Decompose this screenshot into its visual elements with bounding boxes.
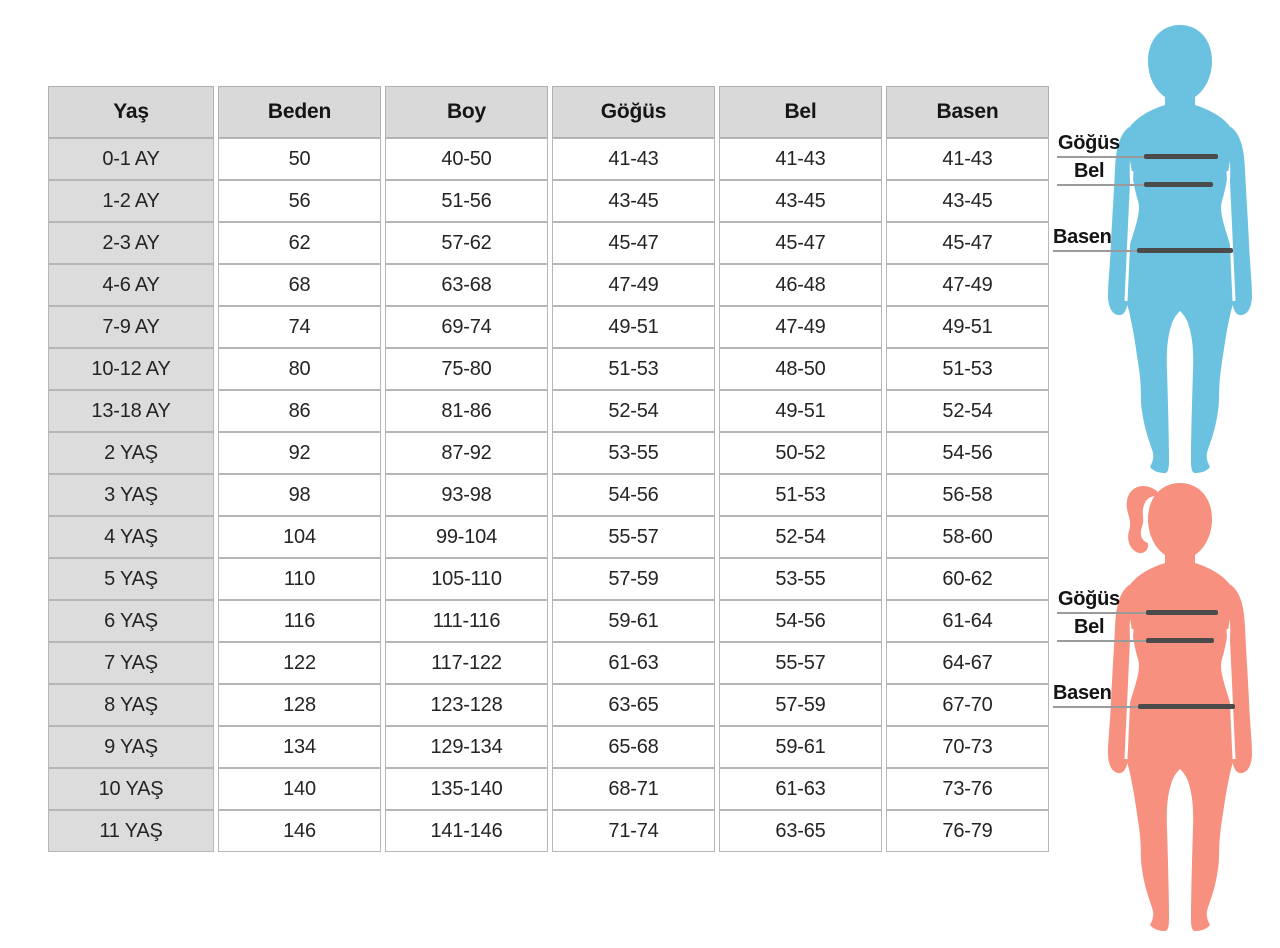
value-cell: 59-61	[719, 726, 882, 768]
table-row	[48, 390, 1049, 432]
value-cell: 146	[218, 810, 381, 852]
value-cell: 56-58	[886, 474, 1049, 516]
value-cell: 43-45	[552, 180, 715, 222]
value-cell: 54-56	[886, 432, 1049, 474]
value-cell: 105-110	[385, 558, 548, 600]
value-cell: 40-50	[385, 138, 548, 180]
column-header: Yaş	[48, 86, 214, 138]
row-label-cell: 6 YAŞ	[48, 600, 214, 642]
value-cell: 51-53	[552, 348, 715, 390]
row-label-cell: 2 YAŞ	[48, 432, 214, 474]
header-row	[48, 86, 1049, 138]
row-label-cell: 0-1 AY	[48, 138, 214, 180]
chest-bar-top	[1144, 154, 1218, 159]
column-header: Boy	[385, 86, 548, 138]
row-label-cell: 10 YAŞ	[48, 768, 214, 810]
value-cell: 74	[218, 306, 381, 348]
value-cell: 61-64	[886, 600, 1049, 642]
value-cell: 123-128	[385, 684, 548, 726]
value-cell: 86	[218, 390, 381, 432]
value-cell: 52-54	[886, 390, 1049, 432]
value-cell: 70-73	[886, 726, 1049, 768]
table-row	[48, 642, 1049, 684]
value-cell: 68	[218, 264, 381, 306]
value-cell: 122	[218, 642, 381, 684]
value-cell: 63-65	[719, 810, 882, 852]
row-label-cell: 2-3 AY	[48, 222, 214, 264]
waist-label-bottom: Bel	[1074, 616, 1105, 638]
table-row	[48, 138, 1049, 180]
table-row	[48, 474, 1049, 516]
value-cell: 50	[218, 138, 381, 180]
table-row	[48, 432, 1049, 474]
column-header: Beden	[218, 86, 381, 138]
value-cell: 47-49	[552, 264, 715, 306]
value-cell: 60-62	[886, 558, 1049, 600]
value-cell: 140	[218, 768, 381, 810]
value-cell: 57-62	[385, 222, 548, 264]
value-cell: 63-65	[552, 684, 715, 726]
row-label-cell: 7 YAŞ	[48, 642, 214, 684]
value-cell: 53-55	[719, 558, 882, 600]
row-label-cell: 7-9 AY	[48, 306, 214, 348]
table-row	[48, 558, 1049, 600]
value-cell: 57-59	[719, 684, 882, 726]
value-cell: 128	[218, 684, 381, 726]
value-cell: 71-74	[552, 810, 715, 852]
value-cell: 54-56	[552, 474, 715, 516]
value-cell: 41-43	[719, 138, 882, 180]
row-label-cell: 4-6 AY	[48, 264, 214, 306]
table-row	[48, 810, 1049, 852]
value-cell: 64-67	[886, 642, 1049, 684]
value-cell: 69-74	[385, 306, 548, 348]
row-label-cell: 1-2 AY	[48, 180, 214, 222]
value-cell: 51-53	[719, 474, 882, 516]
value-cell: 46-48	[719, 264, 882, 306]
value-cell: 98	[218, 474, 381, 516]
column-header: Göğüs	[552, 86, 715, 138]
value-cell: 117-122	[385, 642, 548, 684]
value-cell: 55-57	[552, 516, 715, 558]
value-cell: 92	[218, 432, 381, 474]
table-row	[48, 222, 1049, 264]
value-cell: 56	[218, 180, 381, 222]
table-row	[48, 180, 1049, 222]
girl-body-silhouette-icon	[1105, 478, 1255, 940]
value-cell: 111-116	[385, 600, 548, 642]
value-cell: 52-54	[552, 390, 715, 432]
table-row	[48, 516, 1049, 558]
row-label-cell: 4 YAŞ	[48, 516, 214, 558]
row-label-cell: 8 YAŞ	[48, 684, 214, 726]
row-label-cell: 13-18 AY	[48, 390, 214, 432]
value-cell: 41-43	[886, 138, 1049, 180]
value-cell: 47-49	[886, 264, 1049, 306]
waist-label-top: Bel	[1074, 160, 1105, 182]
value-cell: 61-63	[552, 642, 715, 684]
value-cell: 48-50	[719, 348, 882, 390]
value-cell: 63-68	[385, 264, 548, 306]
hip-bar-top	[1137, 248, 1233, 253]
value-cell: 135-140	[385, 768, 548, 810]
value-cell: 93-98	[385, 474, 548, 516]
value-cell: 59-61	[552, 600, 715, 642]
value-cell: 51-56	[385, 180, 548, 222]
hip-label-top: Basen	[1053, 226, 1112, 248]
value-cell: 50-52	[719, 432, 882, 474]
value-cell: 45-47	[886, 222, 1049, 264]
column-header: Basen	[886, 86, 1049, 138]
column-header: Bel	[719, 86, 882, 138]
value-cell: 55-57	[719, 642, 882, 684]
value-cell: 43-45	[719, 180, 882, 222]
table-row	[48, 348, 1049, 390]
value-cell: 65-68	[552, 726, 715, 768]
value-cell: 45-47	[719, 222, 882, 264]
value-cell: 87-92	[385, 432, 548, 474]
value-cell: 80	[218, 348, 381, 390]
size-table	[44, 86, 1053, 852]
waist-bar-bottom	[1146, 638, 1214, 643]
value-cell: 49-51	[552, 306, 715, 348]
hip-bar-bottom	[1138, 704, 1235, 709]
value-cell: 129-134	[385, 726, 548, 768]
row-label-cell: 11 YAŞ	[48, 810, 214, 852]
value-cell: 52-54	[719, 516, 882, 558]
value-cell: 99-104	[385, 516, 548, 558]
table-row	[48, 600, 1049, 642]
value-cell: 51-53	[886, 348, 1049, 390]
value-cell: 57-59	[552, 558, 715, 600]
value-cell: 116	[218, 600, 381, 642]
table-row	[48, 264, 1049, 306]
value-cell: 49-51	[719, 390, 882, 432]
value-cell: 58-60	[886, 516, 1049, 558]
waist-bar-top	[1144, 182, 1213, 187]
value-cell: 75-80	[385, 348, 548, 390]
chest-label-top: Göğüs	[1058, 132, 1120, 154]
value-cell: 81-86	[385, 390, 548, 432]
row-label-cell: 9 YAŞ	[48, 726, 214, 768]
hip-label-bottom: Basen	[1053, 682, 1112, 704]
value-cell: 61-63	[719, 768, 882, 810]
value-cell: 76-79	[886, 810, 1049, 852]
value-cell: 141-146	[385, 810, 548, 852]
girl-silhouette-figure	[1105, 478, 1255, 940]
value-cell: 104	[218, 516, 381, 558]
value-cell: 134	[218, 726, 381, 768]
value-cell: 54-56	[719, 600, 882, 642]
table-row	[48, 306, 1049, 348]
chest-bar-bottom	[1146, 610, 1218, 615]
table-row	[48, 768, 1049, 810]
row-label-cell: 3 YAŞ	[48, 474, 214, 516]
table-row	[48, 726, 1049, 768]
value-cell: 43-45	[886, 180, 1049, 222]
value-cell: 41-43	[552, 138, 715, 180]
chest-label-bottom: Göğüs	[1058, 588, 1120, 610]
value-cell: 53-55	[552, 432, 715, 474]
value-cell: 47-49	[719, 306, 882, 348]
row-label-cell: 10-12 AY	[48, 348, 214, 390]
table-row	[48, 684, 1049, 726]
value-cell: 45-47	[552, 222, 715, 264]
value-cell: 110	[218, 558, 381, 600]
row-label-cell: 5 YAŞ	[48, 558, 214, 600]
value-cell: 67-70	[886, 684, 1049, 726]
value-cell: 73-76	[886, 768, 1049, 810]
value-cell: 49-51	[886, 306, 1049, 348]
value-cell: 62	[218, 222, 381, 264]
value-cell: 68-71	[552, 768, 715, 810]
